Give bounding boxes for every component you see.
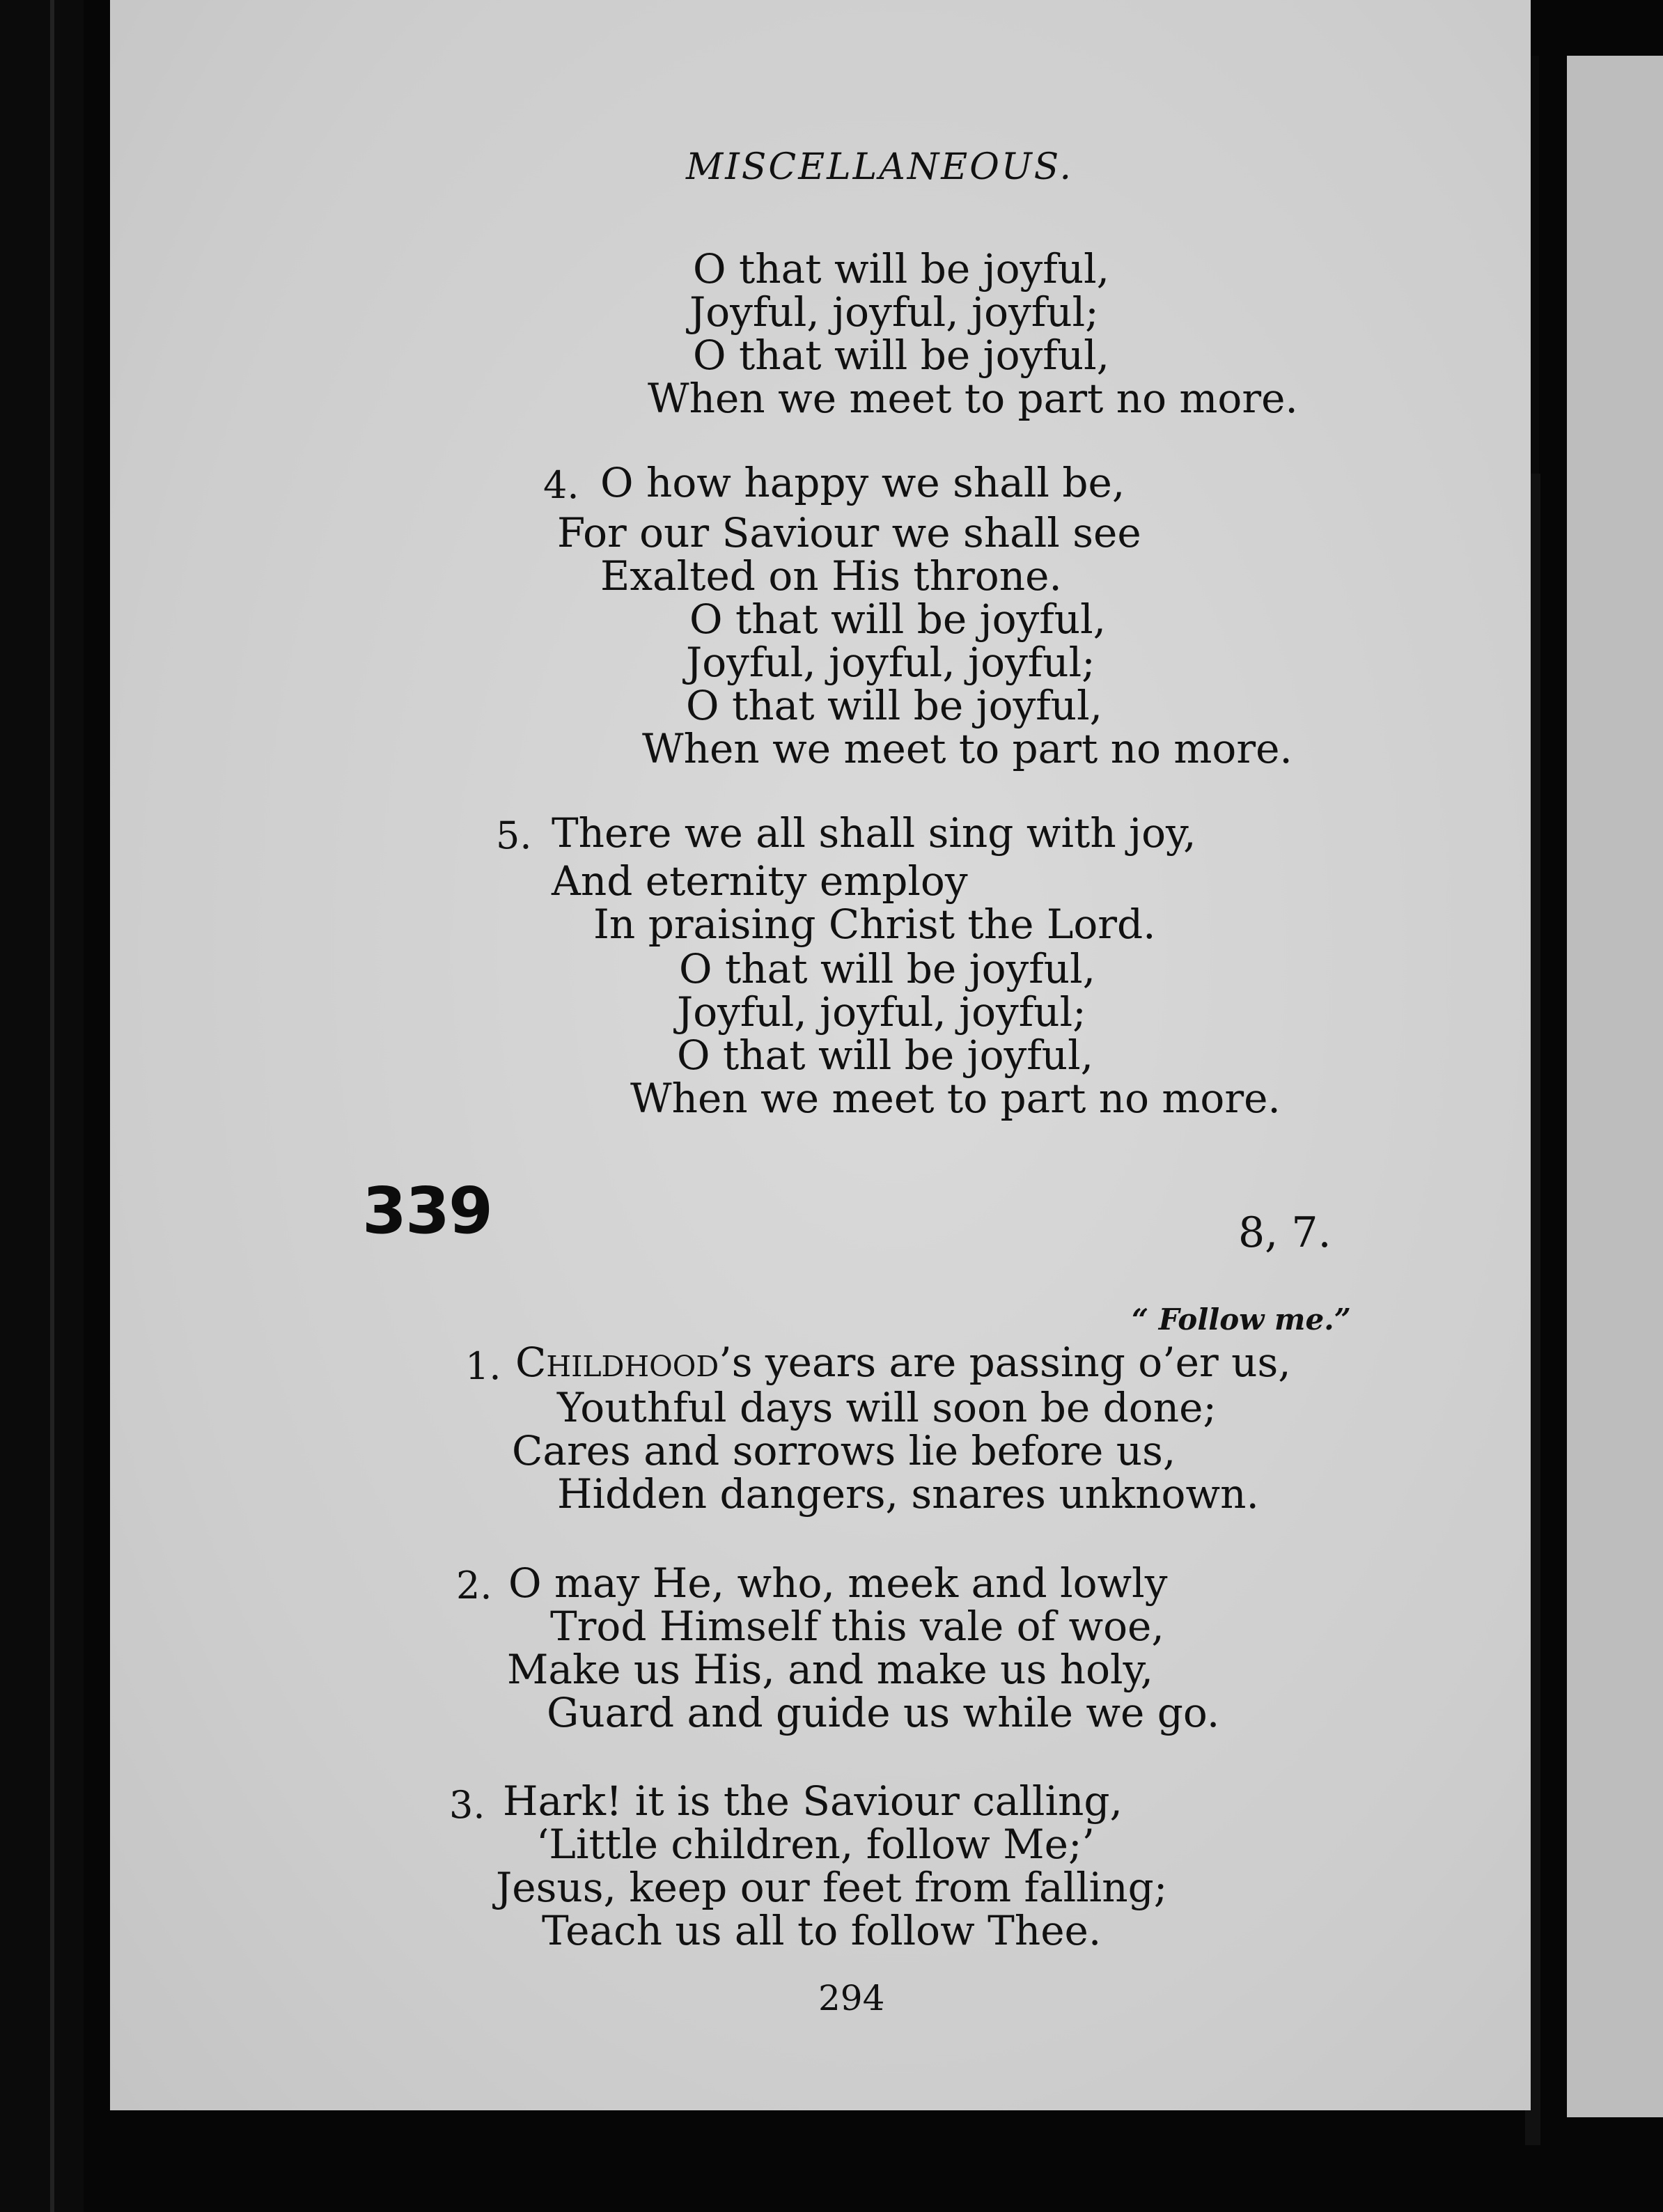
verse-line: For our Saviour we shall see — [557, 509, 1141, 556]
verse-line: ‘Little children, follow Me;’ — [536, 1821, 1095, 1868]
hymn-motto: “ Follow me.” — [1132, 1302, 1351, 1337]
verse-line: In praising Christ the Lord. — [593, 901, 1156, 948]
verse-line: Jesus, keep our feet from falling; — [496, 1864, 1168, 1911]
verse-line: Joyful, joyful, joyful; — [677, 988, 1086, 1036]
verse-line: O that will be joyful, — [686, 682, 1103, 729]
verse-line: When we meet to part no more. — [642, 725, 1293, 772]
verse-line: Make us His, and make us holy, — [507, 1646, 1154, 1693]
book-binding — [0, 0, 84, 2212]
chorus-line-2: Joyful, joyful, joyful; — [689, 288, 1099, 336]
verse-line: O may He, who, meek and lowly — [508, 1559, 1168, 1607]
verse-first-line — [515, 1341, 1291, 1384]
verse-line: O that will be joyful, — [689, 595, 1107, 643]
verse-line: Teach us all to follow Thee. — [542, 1907, 1102, 1954]
verse-line: Trod Himself this vale of woe, — [550, 1603, 1164, 1650]
verse-line: Joyful, joyful, joyful; — [686, 639, 1095, 686]
verse-number: 4. — [543, 463, 579, 507]
verse-line: Youthful days will soon be done; — [557, 1384, 1217, 1431]
chorus-line-4: When we meet to part no more. — [648, 375, 1298, 422]
hymn-meter: 8, 7. — [1238, 1208, 1332, 1257]
binding-edge — [50, 0, 54, 2212]
verse-line: Hark! it is the Saviour calling, — [503, 1777, 1123, 1825]
page-number: 294 — [818, 1978, 885, 2018]
verse-line: O how happy we shall be, — [600, 459, 1125, 506]
verse-line: O that will be joyful, — [677, 1031, 1094, 1079]
hymn-number: 339 — [362, 1174, 492, 1248]
verse-line: O that will be joyful, — [679, 945, 1096, 992]
verse-number: 1. — [465, 1344, 501, 1388]
verse-number: 2. — [456, 1564, 492, 1607]
verse-line: Cares and sorrows lie before us, — [512, 1427, 1176, 1474]
verse-line: And eternity employ — [552, 857, 968, 905]
chorus-line-1: O that will be joyful, — [693, 245, 1110, 293]
running-header: MISCELLANEOUS. — [686, 146, 1073, 188]
facing-page-edge — [1567, 56, 1663, 2117]
verse-line: Hidden dangers, snares unknown. — [557, 1470, 1259, 1518]
verse-line: Guard and guide us while we go. — [547, 1689, 1220, 1736]
verse-first-word: Childhood — [515, 1339, 719, 1386]
verse-line: There we all shall sing with joy, — [552, 809, 1196, 857]
verse-line: Exalted on His throne. — [600, 552, 1062, 600]
verse-number: 3. — [449, 1783, 485, 1827]
verse-line: When we meet to part no more. — [630, 1075, 1281, 1122]
chorus-line-3: O that will be joyful, — [693, 332, 1110, 379]
verse-first-line-rest: ’s years are passing o’er us, — [719, 1339, 1291, 1386]
verse-number: 5. — [496, 813, 532, 857]
